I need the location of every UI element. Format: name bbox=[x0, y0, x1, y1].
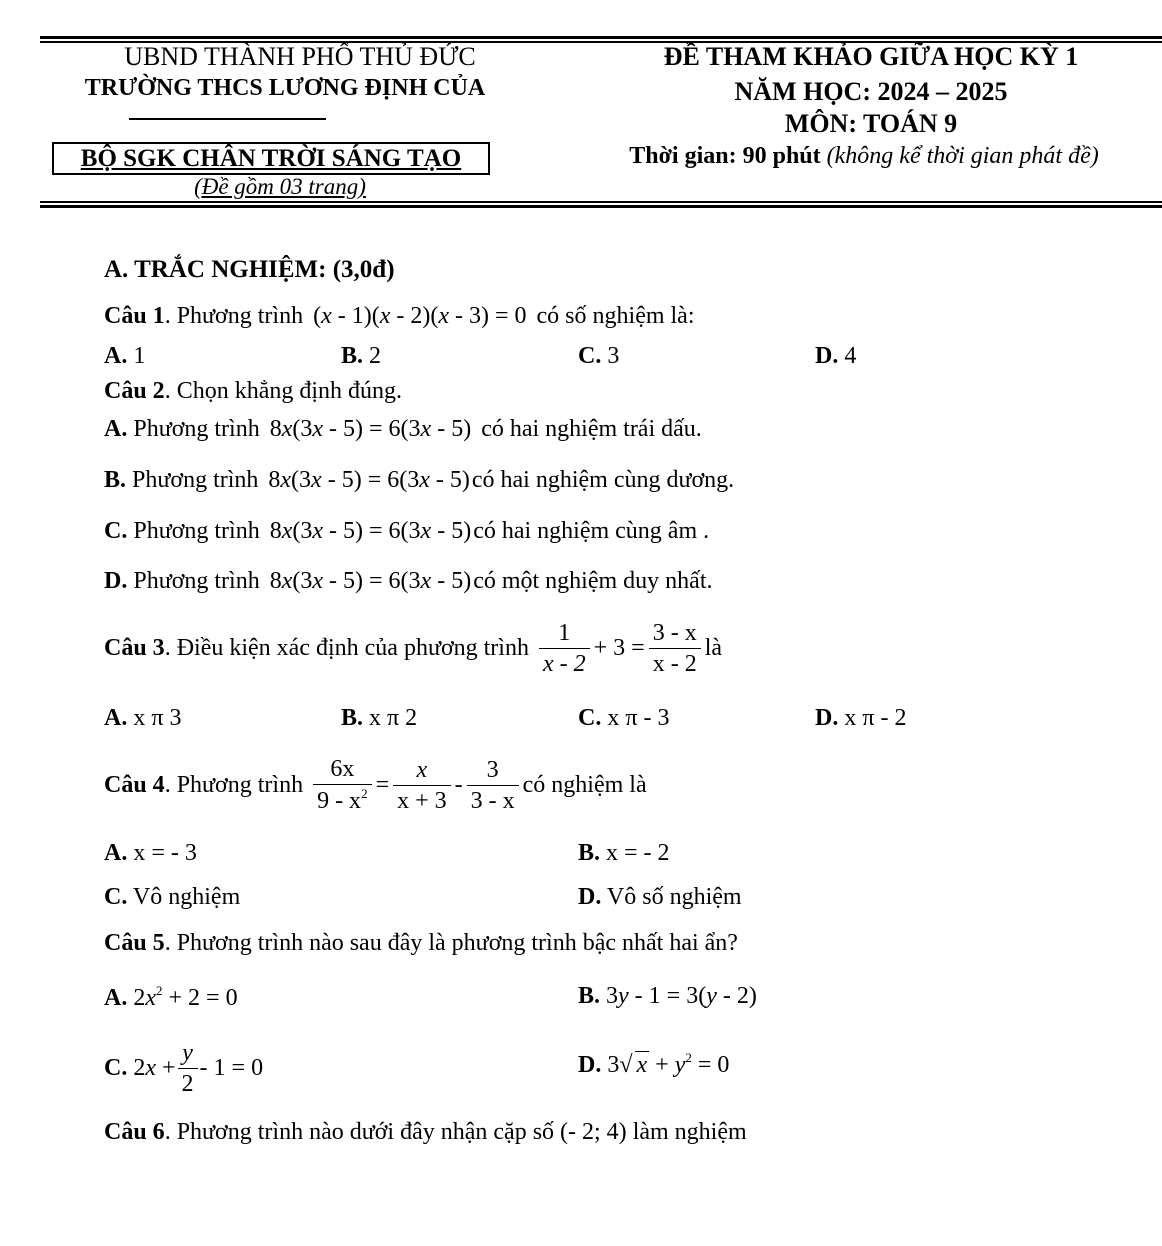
equation: 8x(3x - 5) = 6(3x - 5) bbox=[269, 568, 472, 594]
equation: 8x(3x - 5) = 6(3x - 5) bbox=[268, 467, 470, 493]
question-2 bbox=[104, 378, 402, 405]
option-a[interactable] bbox=[104, 840, 197, 867]
equation: 8x(3x - 5) = 6(3x - 5) bbox=[269, 416, 472, 442]
denominator: 2 bbox=[181, 1071, 194, 1098]
option-text: x = - 2 bbox=[606, 840, 670, 866]
option-text: x = - 3 bbox=[133, 840, 197, 866]
question-text: làm nghiệm bbox=[632, 1119, 747, 1145]
option-letter: A. bbox=[104, 705, 128, 731]
subject: MÔN: TOÁN 9 bbox=[784, 109, 958, 138]
exponent: 2 bbox=[361, 786, 368, 802]
option-text: có hai nghiệm cùng âm . bbox=[473, 518, 710, 544]
option-text: có hai nghiệm trái dấu. bbox=[481, 416, 702, 442]
page-count-note: (Đề gồm 03 trang) bbox=[194, 174, 366, 199]
question-label: Câu 2 bbox=[104, 378, 165, 404]
option-text: x π - 3 bbox=[607, 705, 670, 731]
option-d[interactable] bbox=[578, 1050, 729, 1079]
equals-sign: = bbox=[375, 771, 390, 798]
question-text: . Phương trình bbox=[164, 303, 304, 329]
fraction bbox=[178, 1040, 198, 1098]
question-1 bbox=[104, 303, 695, 330]
option-letter: B. bbox=[578, 840, 601, 866]
question-text: là bbox=[704, 635, 723, 662]
ordered-pair: (- 2; 4) bbox=[560, 1119, 627, 1145]
option-letter: A. bbox=[104, 416, 128, 442]
denominator: 3 - x bbox=[470, 787, 515, 814]
option-c[interactable] bbox=[104, 518, 709, 545]
fraction bbox=[313, 756, 372, 815]
question-text: có nghiệm là bbox=[522, 771, 647, 798]
denominator: x - 2 bbox=[652, 651, 697, 678]
option-text: 2 bbox=[369, 343, 382, 369]
option-letter: C. bbox=[578, 705, 602, 731]
option-text: Vô số nghiệm bbox=[606, 884, 742, 910]
option-letter: C. bbox=[104, 884, 128, 910]
option-text: x π 3 bbox=[133, 705, 182, 731]
question-label: Câu 1 bbox=[104, 303, 165, 329]
option-letter: D. bbox=[104, 568, 128, 594]
school-name-underline bbox=[129, 118, 326, 120]
option-letter: C. bbox=[104, 518, 128, 544]
option-letter: C. bbox=[578, 343, 602, 369]
header-bottom-rule-thick bbox=[40, 205, 1162, 208]
question-label: Câu 5 bbox=[104, 930, 165, 956]
option-text: x π 2 bbox=[369, 705, 418, 731]
numerator: x bbox=[393, 757, 451, 786]
option-b[interactable] bbox=[578, 983, 757, 1010]
exponent: 2 bbox=[156, 983, 163, 998]
fraction bbox=[393, 757, 451, 815]
denominator bbox=[313, 785, 372, 814]
option-letter: B. bbox=[578, 983, 601, 1009]
equation: $2x^2 + 2 = 0$ bbox=[133, 983, 238, 1011]
option-text: Phương trình bbox=[132, 467, 259, 493]
fraction bbox=[539, 620, 590, 678]
option-c[interactable] bbox=[104, 884, 240, 911]
option-c[interactable] bbox=[578, 343, 619, 370]
option-text: 3 bbox=[607, 343, 620, 369]
radicand: x bbox=[636, 1052, 648, 1078]
option-letter: B. bbox=[104, 467, 127, 493]
option-b[interactable] bbox=[578, 840, 670, 867]
question-label: Câu 6 bbox=[104, 1119, 165, 1145]
option-letter: D. bbox=[815, 705, 839, 731]
fraction bbox=[467, 757, 519, 815]
question-label: Câu 3 bbox=[104, 635, 165, 662]
option-letter: A. bbox=[104, 840, 128, 866]
option-d[interactable] bbox=[815, 343, 856, 370]
header-top-rule-thick bbox=[40, 36, 1162, 39]
denominator: x - 2 bbox=[542, 651, 586, 678]
option-letter: A. bbox=[104, 343, 128, 369]
option-letter: B. bbox=[341, 343, 364, 369]
numerator: 1 bbox=[539, 620, 590, 649]
option-letter: B. bbox=[341, 705, 364, 731]
question-text: . Phương trình nào sau đây là phương trình bậc nhất hai ẩn? bbox=[164, 930, 738, 956]
sqrt-icon: √ bbox=[619, 1052, 633, 1078]
denominator-base: 9 - x bbox=[317, 788, 362, 815]
question-text: . Phương trình nào dưới đây nhận cặp số bbox=[164, 1119, 555, 1145]
fraction bbox=[649, 620, 701, 678]
question-6 bbox=[104, 1119, 747, 1146]
option-d[interactable] bbox=[815, 705, 906, 732]
option-a[interactable] bbox=[104, 705, 181, 732]
question-text: . Phương trình bbox=[164, 771, 304, 798]
option-d[interactable] bbox=[104, 568, 712, 595]
question-5 bbox=[104, 930, 738, 957]
exam-title: ĐỀ THAM KHẢO GIỮA HỌC KỲ 1 bbox=[663, 42, 1079, 71]
option-a[interactable] bbox=[104, 416, 702, 443]
option-letter: D. bbox=[578, 884, 602, 910]
option-text: Phương trình bbox=[133, 518, 260, 544]
exponent: 2 bbox=[685, 1050, 692, 1065]
question-text: . Chọn khẳng định đúng. bbox=[164, 378, 403, 404]
option-text: Vô nghiệm bbox=[132, 884, 241, 910]
minus-sign: - bbox=[454, 771, 463, 798]
option-c[interactable] bbox=[578, 705, 669, 732]
school-name: TRƯỜNG THCS LƯƠNG ĐỊNH CỦA bbox=[84, 75, 486, 101]
option-letter: A. bbox=[104, 985, 128, 1011]
time-note: (không kể thời gian phát đề) bbox=[826, 143, 1099, 169]
header-bottom-rule-thin bbox=[40, 201, 1162, 203]
option-text: 4 bbox=[844, 343, 857, 369]
exam-duration bbox=[566, 143, 1162, 170]
option-text: có một nghiệm duy nhất. bbox=[473, 568, 713, 594]
equation-middle: + 3 = bbox=[593, 635, 645, 662]
option-a[interactable] bbox=[104, 983, 238, 1012]
option-b[interactable] bbox=[341, 343, 381, 370]
option-text: x π - 2 bbox=[844, 705, 907, 731]
time-label: Thời gian: 90 phút bbox=[629, 143, 821, 169]
option-text: Phương trình bbox=[133, 416, 260, 442]
equation: (x - 1)(x - 2)(x - 3) = 0 bbox=[313, 303, 527, 329]
denominator: x + 3 bbox=[397, 787, 447, 814]
option-letter: C. bbox=[104, 1055, 128, 1082]
equation: 3√ $x + y^2 = 0$ bbox=[607, 1050, 730, 1078]
equation-part: - 1 = 0 bbox=[199, 1055, 264, 1082]
authority-name: UBND THÀNH PHỐ THỦ ĐỨC bbox=[124, 42, 476, 71]
question-text: . Điều kiện xác định của phương trình bbox=[164, 635, 529, 662]
option-text: 1 bbox=[133, 343, 146, 369]
question-label: Câu 4 bbox=[104, 771, 165, 798]
option-b[interactable] bbox=[104, 467, 734, 494]
option-a[interactable] bbox=[104, 343, 145, 370]
equation-part: 2x + bbox=[133, 1055, 176, 1082]
option-c[interactable] bbox=[104, 1040, 263, 1098]
numerator: 6x bbox=[313, 756, 372, 785]
option-letter: D. bbox=[815, 343, 839, 369]
equation: 3y - 1 = 3(y - 2) bbox=[606, 983, 757, 1009]
option-b[interactable] bbox=[341, 705, 417, 732]
numerator: y bbox=[178, 1040, 198, 1069]
numerator: 3 bbox=[467, 757, 519, 786]
numerator: 3 - x bbox=[649, 620, 701, 649]
question-4 bbox=[104, 756, 647, 815]
equation: 8x(3x - 5) = 6(3x - 5) bbox=[269, 518, 472, 544]
option-d[interactable] bbox=[578, 884, 742, 911]
option-letter: D. bbox=[578, 1052, 602, 1078]
school-year: NĂM HỌC: 2024 – 2025 bbox=[734, 77, 1008, 106]
section-title: A. TRẮC NGHIỆM: (3,0đ) bbox=[104, 256, 395, 283]
question-3 bbox=[104, 620, 722, 678]
textbook-series-box: BỘ SGK CHÂN TRỜI SÁNG TẠO bbox=[52, 142, 490, 175]
option-text: có hai nghiệm cùng dương. bbox=[471, 467, 735, 493]
option-text: Phương trình bbox=[133, 568, 260, 594]
question-text: có số nghiệm là: bbox=[536, 303, 695, 329]
